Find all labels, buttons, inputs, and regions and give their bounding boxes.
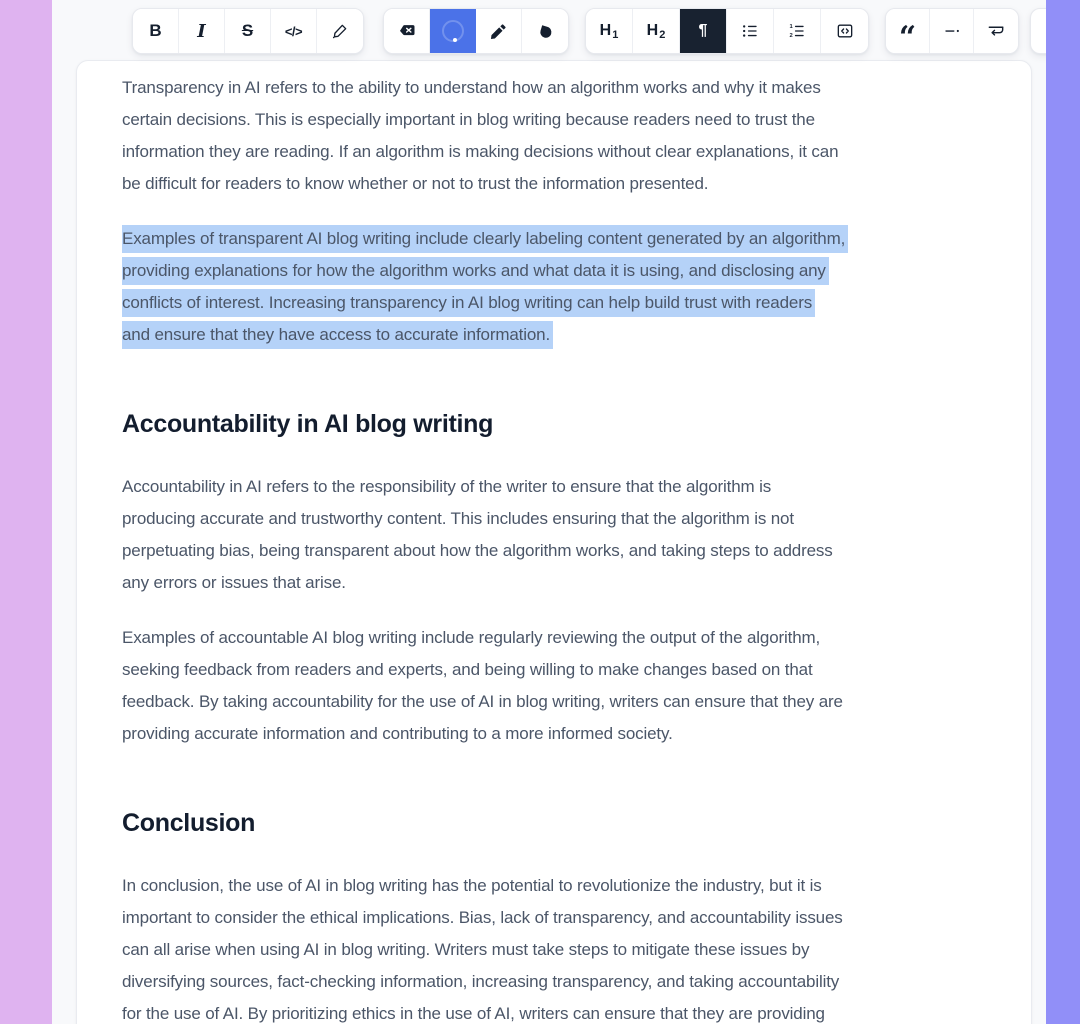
text-selection: Examples of transparent AI blog writing include clearly labeling content generated by an algorithm, providing explanations for how the algorithm works and what data it is using, and disclosing any conflicts of interest. Increasing transparency in AI blog writing can help build trust with readers and ensure that they have access to accurate information. — [122, 225, 848, 349]
highlighter-icon — [330, 21, 350, 41]
heading1-button[interactable] — [586, 9, 633, 53]
heading2-button[interactable] — [633, 9, 680, 53]
bullet-list-button[interactable] — [727, 9, 774, 53]
paragraph-selected[interactable] — [122, 223, 991, 351]
strikethrough-icon: S — [241, 21, 254, 40]
svg-text:2: 2 — [789, 33, 793, 40]
blockquote-button[interactable] — [886, 9, 930, 53]
toolbar-insert-group — [885, 8, 1019, 54]
quote-icon: “ — [898, 20, 917, 54]
code-icon: </> — [284, 23, 303, 39]
pencil-highlight-button[interactable] — [476, 9, 522, 53]
heading-conclusion[interactable]: Conclusion — [122, 809, 256, 837]
spinner-icon — [442, 20, 464, 42]
code-block-icon — [835, 21, 855, 41]
heading-accountability[interactable]: Accountability in AI blog writing — [122, 410, 494, 438]
bold-button[interactable] — [133, 9, 179, 53]
italic-icon: I — [197, 20, 206, 42]
paragraph-button[interactable] — [680, 9, 727, 53]
droplet-icon — [536, 22, 555, 41]
inline-code-button[interactable] — [271, 9, 317, 53]
bold-icon: B — [149, 21, 162, 40]
paragraph-accountability[interactable]: Accountability in AI refers to the responsibility of the writer to ensure that the algorithm is producing accurate and trustworthy content. This includes ensuring that the algorithm is not perpetuating bias, being transparent about how the algorithm works, and taking steps to address any errors or issues that arise. — [122, 477, 833, 592]
horizontal-rule-button[interactable] — [930, 9, 974, 53]
editor-content[interactable] — [77, 61, 1031, 1024]
highlight-loading-button[interactable] — [430, 9, 476, 53]
paragraph-transparency[interactable]: Transparency in AI refers to the ability to understand how an algorithm works and why it makes certain decisions. This is especially important in blog writing because readers need to trust the information they are reading. If an algorithm is making decisions without clear explanations, it can be difficult for readers to know whether or not to trust the information presented. — [122, 78, 839, 193]
bullet-list-icon — [740, 21, 760, 41]
hard-break-icon — [986, 21, 1006, 41]
toolbar-block-group — [585, 8, 869, 54]
pencil-icon — [489, 22, 508, 41]
paragraph-icon: ¶ — [698, 22, 708, 39]
paragraph-accountable-examples[interactable]: Examples of accountable AI blog writing include regularly reviewing the output of the algorithm, seeking feedback from readers and experts, and being willing to make changes based on that feedback. By taking accountability for the use of AI in blog writing, writers can ensure that they are providing accurate information and contributing to a more informed society. — [122, 628, 843, 743]
toolbar-highlight-group — [383, 8, 569, 54]
horizontal-rule-icon — [942, 21, 962, 41]
ordered-list-icon — [787, 21, 807, 41]
hard-break-button[interactable] — [974, 9, 1018, 53]
left-decor-strip — [0, 0, 52, 1024]
code-block-button[interactable] — [821, 9, 868, 53]
italic-button[interactable] — [179, 9, 225, 53]
heading2-icon: H 2 — [646, 22, 666, 41]
strikethrough-button[interactable] — [225, 9, 271, 53]
toolbar-format-group — [132, 8, 364, 54]
clear-highlight-button[interactable] — [384, 9, 430, 53]
highlighter-button[interactable] — [317, 9, 363, 53]
ordered-list-button[interactable] — [774, 9, 821, 53]
right-decor-strip — [1046, 0, 1080, 1024]
droplet-highlight-button[interactable] — [522, 9, 568, 53]
heading1-icon: H 1 — [599, 22, 619, 41]
svg-text:1: 1 — [789, 24, 793, 31]
backspace-icon — [397, 21, 417, 41]
editor-card — [76, 60, 1032, 1024]
paragraph-conclusion[interactable]: In conclusion, the use of AI in blog writing has the potential to revolutionize the industry, but it is important to consider the ethical implications. Bias, lack of transparency, and accountability issues can all arise when using AI in blog writing. Writers must take steps to mitigate these issues by diversifying sources, fact-checking information, increasing transparency, and taking accountability for the use of AI. By prioritizing ethics in the use of AI, writers can ensure that they are providing — [122, 876, 843, 1023]
